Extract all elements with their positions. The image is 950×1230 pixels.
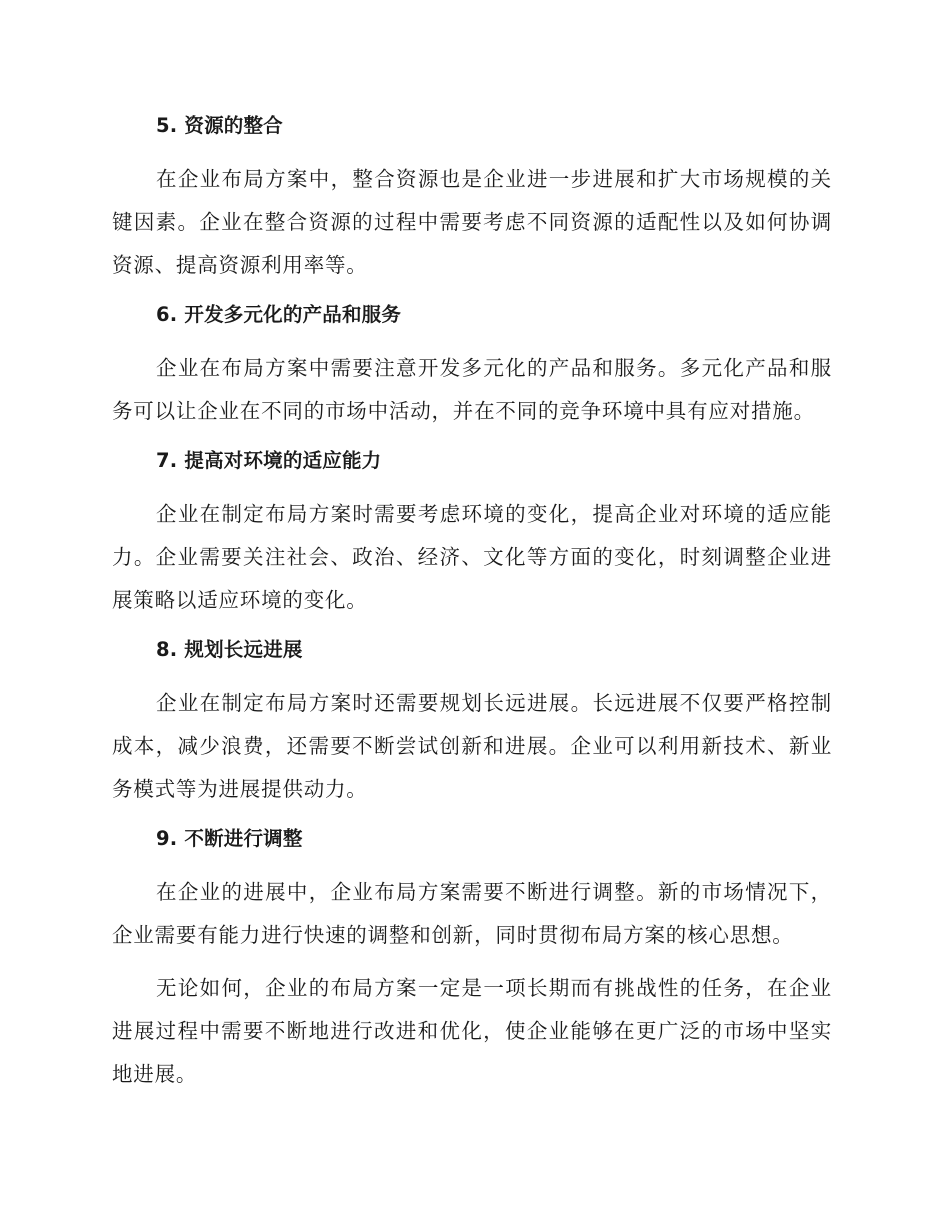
section-heading: 9. 不断进行调整 [156, 827, 303, 850]
paragraph: 企业在制定布局方案时需要考虑环境的变化，提高企业对环境的适应能力。企业需要关注社会、政治、经济、文化等方面的变化，时刻调整企业进展策略以适应环境的变化。 [112, 502, 832, 612]
section-continuous-adjustment [112, 821, 832, 1096]
paragraph: 在企业布局方案中，整合资源也是企业进一步进展和扩大市场规模的关键因素。企业在整合资源的过程中需要考虑不同资源的适配性以及如何协调资源、提高资源利用率等。 [112, 167, 832, 277]
paragraph: 在企业的进展中，企业布局方案需要不断进行调整。新的市场情况下，企业需要有能力进行快速的调整和创新，同时贯彻布局方案的核心思想。 [112, 880, 832, 947]
section-diversified-products [112, 297, 832, 433]
paragraph: 企业在布局方案中需要注意开发多元化的产品和服务。多元化产品和服务可以让企业在不同的市场中活动，并在不同的竞争环境中具有应对措施。 [112, 356, 832, 423]
section-heading: 6. 开发多元化的产品和服务 [156, 303, 402, 326]
section-long-term-planning [112, 632, 832, 811]
section-heading: 7. 提高对环境的适应能力 [156, 449, 382, 472]
section-heading: 8. 规划长远进展 [156, 638, 303, 661]
section-heading: 5. 资源的整合 [156, 114, 283, 137]
document-page [112, 108, 832, 1106]
section-resource-integration [112, 108, 832, 287]
section-environment-adaptability [112, 443, 832, 622]
conclusion-paragraph: 无论如何，企业的布局方案一定是一项长期而有挑战性的任务，在企业进展过程中需要不断地进行改进和优化，使企业能够在更广泛的市场中坚实地进展。 [112, 976, 832, 1086]
paragraph: 企业在制定布局方案时还需要规划长远进展。长远进展不仅要严格控制成本，减少浪费，还需要不断尝试创新和进展。企业可以利用新技术、新业务模式等为进展提供动力。 [112, 691, 832, 801]
